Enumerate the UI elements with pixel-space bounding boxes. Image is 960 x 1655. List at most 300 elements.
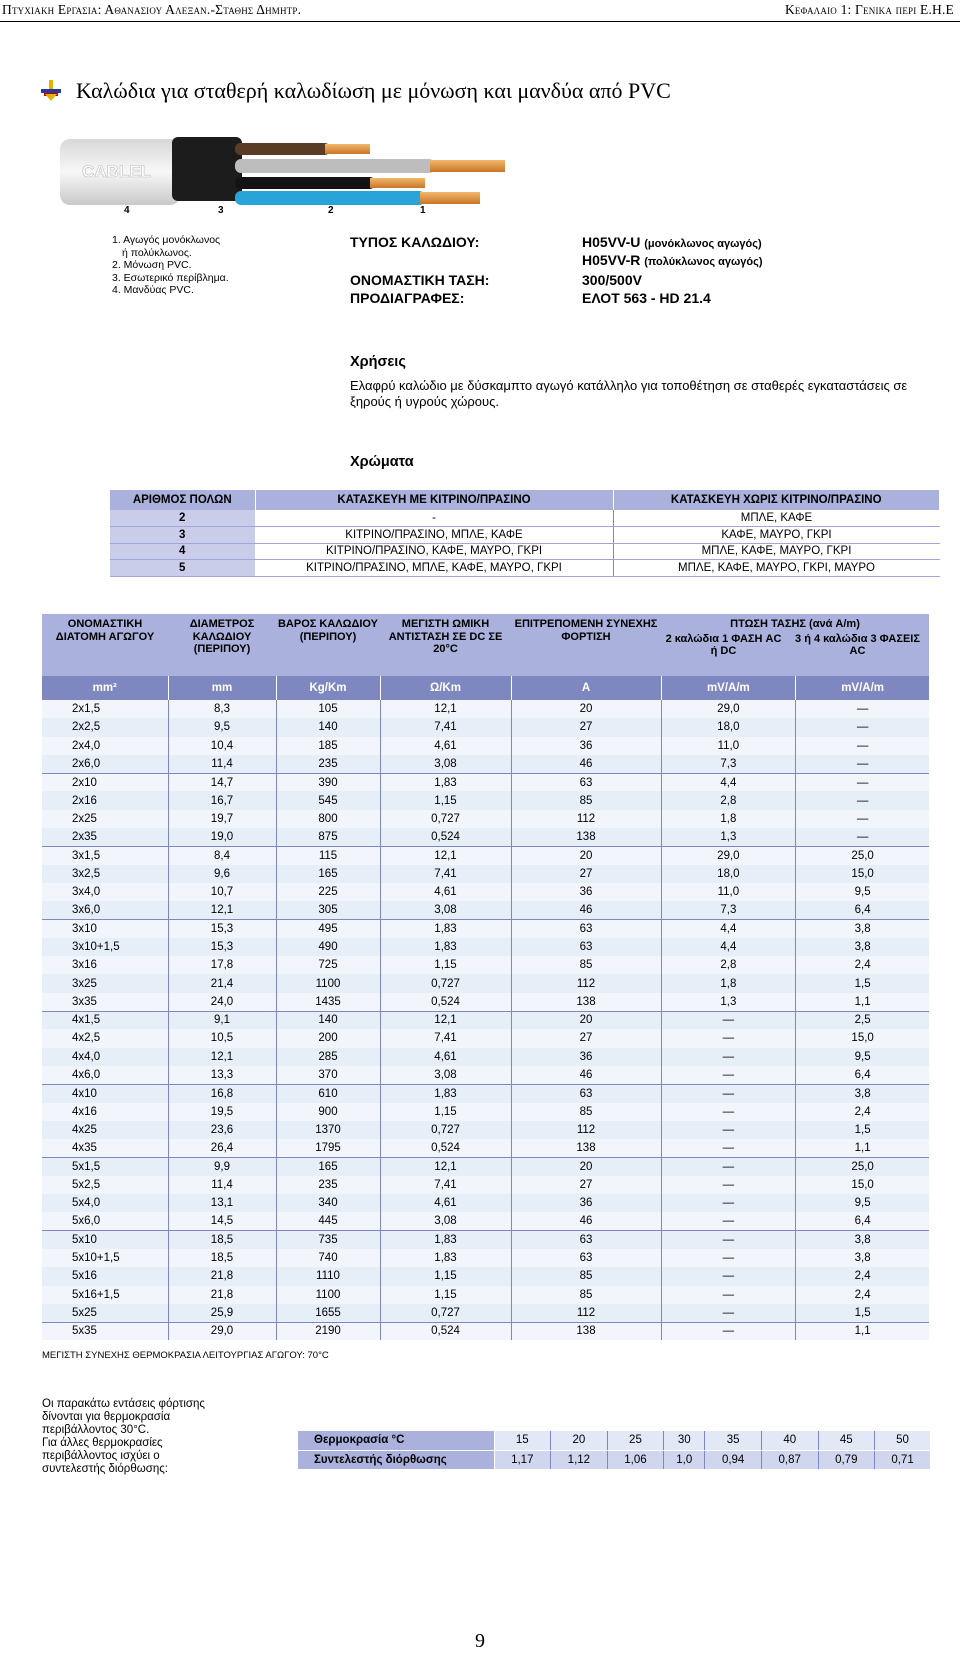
table-cell: 5x1,5 <box>42 1157 168 1175</box>
table-cell: 19,7 <box>168 810 276 828</box>
table-cell: 5x35 <box>42 1322 168 1340</box>
cable-photo <box>60 135 540 211</box>
table-cell: 112 <box>511 1304 661 1322</box>
table-cell: 11,4 <box>168 755 276 773</box>
part-number: 3 <box>218 205 224 216</box>
table-cell: 5x4,0 <box>42 1194 168 1212</box>
table-cell: 370 <box>276 1066 380 1084</box>
table-cell: 24,0 <box>168 993 276 1011</box>
colors-cell: ΚΙΤΡΙΝΟ/ΠΡΑΣΙΝΟ, ΜΠΛΕ, ΚΑΦΕ, ΜΑΥΡΟ, ΓΚΡΙ <box>255 560 613 577</box>
colors-heading: Χρώματα <box>350 454 414 470</box>
table-cell: 29,0 <box>661 700 796 718</box>
table-row <box>42 938 929 956</box>
table-cell: 235 <box>276 1176 380 1194</box>
table-cell: 46 <box>511 755 661 773</box>
table-cell: 19,5 <box>168 1103 276 1121</box>
table-cell: — <box>661 1157 796 1175</box>
table-cell: 18,0 <box>661 718 796 736</box>
table-cell: 4,61 <box>380 737 511 755</box>
table-cell: 12,1 <box>380 700 511 718</box>
table-row <box>42 1139 929 1157</box>
table-cell: 3,8 <box>796 1231 929 1249</box>
table-cell: 27 <box>511 718 661 736</box>
temp-cell: 25 <box>607 1431 664 1450</box>
table-cell: 16,7 <box>168 791 276 809</box>
section-title <box>40 78 671 104</box>
table-cell: 3,08 <box>380 1212 511 1230</box>
colors-cell: 2 <box>110 510 255 527</box>
factor-cell: 1,17 <box>494 1450 551 1469</box>
table-cell: 20 <box>511 846 661 864</box>
table-cell: 1,8 <box>661 974 796 992</box>
table-cell: 4x25 <box>42 1121 168 1139</box>
table-cell: 21,8 <box>168 1286 276 1304</box>
table-row <box>42 1084 929 1102</box>
table-cell: 285 <box>276 1048 380 1066</box>
table-cell: 18,0 <box>661 865 796 883</box>
table-cell: 9,9 <box>168 1157 276 1175</box>
table-cell: — <box>796 737 929 755</box>
table-cell: 8,4 <box>168 846 276 864</box>
table-cell: 390 <box>276 773 380 791</box>
correction-note <box>42 1398 282 1476</box>
table-row <box>42 901 929 919</box>
factor-cell: 0,71 <box>875 1450 930 1469</box>
table-cell: 610 <box>276 1084 380 1102</box>
table-cell: 4,4 <box>661 773 796 791</box>
table-cell: 1,83 <box>380 1084 511 1102</box>
table-cell: 6,4 <box>796 1066 929 1084</box>
table-cell: 9,1 <box>168 1011 276 1029</box>
table-cell: 0,727 <box>380 974 511 992</box>
max-temp-note: ΜΕΓΙΣΤΗ ΣΥΝΕΧΗΣ ΘΕΡΜΟΚΡΑΣΙΑ ΛΕΙΤΟΥΡΓΙΑΣ ΑΓΩΓΟΥ: 70°C <box>42 1350 329 1361</box>
temp-cell: 45 <box>818 1431 875 1450</box>
table-cell: 3x10+1,5 <box>42 938 168 956</box>
temp-cell: 15 <box>494 1431 551 1450</box>
temp-cell: 20 <box>551 1431 608 1450</box>
table-cell: 36 <box>511 883 661 901</box>
table-cell: 0,727 <box>380 810 511 828</box>
colors-row <box>110 510 940 527</box>
table-cell: 2,4 <box>796 1286 929 1304</box>
table-cell: 4x10 <box>42 1084 168 1102</box>
table-cell: 21,4 <box>168 974 276 992</box>
table-cell: 740 <box>276 1249 380 1267</box>
table-cell: 800 <box>276 810 380 828</box>
table-cell: 11,4 <box>168 1176 276 1194</box>
table-cell: — <box>661 1084 796 1102</box>
table-cell: 6,4 <box>796 901 929 919</box>
table-cell: 3x16 <box>42 956 168 974</box>
table-cell: 305 <box>276 901 380 919</box>
table-cell: 4x4,0 <box>42 1048 168 1066</box>
table-cell: 4,61 <box>380 1048 511 1066</box>
header-right: Κεφαλαιο 1: Γενικα περι Ε.Η.Ε <box>784 2 954 17</box>
table-row <box>42 810 929 828</box>
table-cell: 8,3 <box>168 700 276 718</box>
table-cell: 5x16+1,5 <box>42 1286 168 1304</box>
table-cell: 1,83 <box>380 773 511 791</box>
table-cell: 11,0 <box>661 883 796 901</box>
table-row <box>42 828 929 846</box>
table-cell: 1,15 <box>380 1286 511 1304</box>
table-cell: 20 <box>511 700 661 718</box>
table-row <box>42 700 929 718</box>
table-cell: 1,1 <box>796 1322 929 1340</box>
table-cell: 85 <box>511 791 661 809</box>
table-cell: — <box>796 773 929 791</box>
table-cell: 9,5 <box>168 718 276 736</box>
table-cell: 36 <box>511 1048 661 1066</box>
colors-col-header: ΚΑΤΑΣΚΕΥΗ ΧΩΡΙΣ ΚΙΤΡΙΝΟ/ΠΡΑΣΙΝΟ <box>613 490 940 510</box>
table-cell: 4x1,5 <box>42 1011 168 1029</box>
table-cell: 112 <box>511 810 661 828</box>
table-cell: 23,6 <box>168 1121 276 1139</box>
table-cell: — <box>661 1249 796 1267</box>
table-cell: 138 <box>511 1322 661 1340</box>
table-cell: 1,1 <box>796 1139 929 1157</box>
table-cell: 165 <box>276 1157 380 1175</box>
unit-header: A <box>511 676 661 700</box>
table-cell: — <box>661 1048 796 1066</box>
table-cell: — <box>661 1121 796 1139</box>
table-cell: 115 <box>276 846 380 864</box>
table-cell: 4,61 <box>380 1194 511 1212</box>
table-cell: 1,8 <box>661 810 796 828</box>
legend-line: 1. Αγωγός μονόκλωνος <box>112 234 221 246</box>
table-cell: 235 <box>276 755 380 773</box>
table-cell: 85 <box>511 1103 661 1121</box>
uses-text: Ελαφρύ καλώδιο με δύσκαμπτο αγωγό κατάλληλο για τοποθέτηση σε σταθερές εγκαταστάσεις σε ξηρούς ή υγρούς χώρους. <box>350 378 908 409</box>
table-row <box>42 1231 929 1249</box>
table-cell: — <box>661 1267 796 1285</box>
table-cell: 85 <box>511 1267 661 1285</box>
table-cell: 340 <box>276 1194 380 1212</box>
table-row <box>42 1267 929 1285</box>
table-cell: 63 <box>511 773 661 791</box>
table-cell: 10,7 <box>168 883 276 901</box>
table-cell: 3x35 <box>42 993 168 1011</box>
table-cell: — <box>796 791 929 809</box>
table-cell: 735 <box>276 1231 380 1249</box>
table-cell: 1,1 <box>796 993 929 1011</box>
table-cell: 3x6,0 <box>42 901 168 919</box>
table-cell: 7,3 <box>661 755 796 773</box>
table-cell: — <box>661 1066 796 1084</box>
table-cell: 3x25 <box>42 974 168 992</box>
table-row <box>42 1011 929 1029</box>
table-cell: 4,61 <box>380 883 511 901</box>
table-cell: 185 <box>276 737 380 755</box>
part-number: 4 <box>124 205 130 216</box>
table-cell: 3,8 <box>796 1084 929 1102</box>
table-cell: 1100 <box>276 974 380 992</box>
colors-row <box>110 560 940 577</box>
table-row <box>42 920 929 938</box>
spec-type-r: H05VV-R (πολύκλωνος αγωγός) <box>582 252 763 268</box>
table-cell: 18,5 <box>168 1231 276 1249</box>
table-row <box>42 1322 929 1340</box>
table-cell: 14,7 <box>168 773 276 791</box>
table-cell: 16,8 <box>168 1084 276 1102</box>
table-cell: 4,4 <box>661 920 796 938</box>
table-cell: 12,1 <box>168 901 276 919</box>
table-cell: 3x2,5 <box>42 865 168 883</box>
table-cell: 3,8 <box>796 920 929 938</box>
table-row <box>42 1194 929 1212</box>
table-cell: 900 <box>276 1103 380 1121</box>
colors-cell: ΚΙΤΡΙΝΟ/ΠΡΑΣΙΝΟ, ΚΑΦΕ, ΜΑΥΡΟ, ΓΚΡΙ <box>255 543 613 560</box>
table-cell: 36 <box>511 1194 661 1212</box>
spec-voltage-label: ΟΝΟΜΑΣΤΙΚΗ ΤΑΣΗ: <box>350 272 490 288</box>
uses-heading: Χρήσεις <box>350 354 406 370</box>
note-line: συντελεστής διόρθωσης: <box>42 1463 168 1475</box>
temp-cell: 30 <box>664 1431 705 1450</box>
table-cell: 545 <box>276 791 380 809</box>
col-diameter-header: ΔΙΑΜΕΤΡΟΣ ΚΑΛΩΔΙΟΥ (ΠΕΡΙΠΟΥ) <box>168 614 276 676</box>
table-cell: 25,0 <box>796 1157 929 1175</box>
colors-col-header: ΑΡΙΘΜΟΣ ΠΟΛΩΝ <box>110 490 255 510</box>
table-cell: — <box>661 1011 796 1029</box>
header-left: Πτυχιακη Εργασια: Αθανασιου Αλεξαν.-Σταθης Δημητρ. <box>2 2 302 17</box>
table-cell: 46 <box>511 1212 661 1230</box>
table-cell: — <box>661 1176 796 1194</box>
table-cell: 1,83 <box>380 938 511 956</box>
table-cell: — <box>661 1103 796 1121</box>
table-cell: 0,524 <box>380 828 511 846</box>
note-line: Για άλλες θερμοκρασίες <box>42 1437 163 1449</box>
table-cell: 1,83 <box>380 1249 511 1267</box>
legend-line: 3. Εσωτερικό περίβλημα. <box>112 271 229 284</box>
table-cell: 13,1 <box>168 1194 276 1212</box>
table-cell: — <box>661 1322 796 1340</box>
note-line: Οι παρακάτω εντάσεις φόρτισης <box>42 1398 205 1410</box>
table-row <box>42 1157 929 1175</box>
arrow-bullet-icon <box>40 80 62 102</box>
table-cell: 15,0 <box>796 1176 929 1194</box>
col-section-header: ΟΝΟΜΑΣΤΙΚΗ ΔΙΑΤΟΜΗ ΑΓΩΓΟΥ <box>42 614 168 676</box>
page-number: 9 <box>475 1630 485 1652</box>
colors-cell: ΜΠΛΕ, ΚΑΦΕ <box>613 510 940 527</box>
table-cell: 2,4 <box>796 956 929 974</box>
table-cell: 4x35 <box>42 1139 168 1157</box>
col-weight-header: ΒΑΡΟΣ ΚΑΛΩΔΙΟΥ (ΠΕΡΙΠΟΥ) <box>276 614 380 676</box>
table-cell: 0,727 <box>380 1121 511 1139</box>
table-cell: 7,3 <box>661 901 796 919</box>
unit-header: mV/A/m <box>661 676 796 700</box>
table-cell: 46 <box>511 1066 661 1084</box>
table-cell: 1,5 <box>796 974 929 992</box>
cable-data-table <box>42 614 929 1340</box>
table-cell: 0,524 <box>380 993 511 1011</box>
table-row <box>42 1029 929 1047</box>
table-cell: 1,15 <box>380 1267 511 1285</box>
table-cell: — <box>661 1231 796 1249</box>
colors-cell: 4 <box>110 543 255 560</box>
drop-2wire-header: 2 καλώδια 1 ΦΑΣΗ AC ή DC <box>665 632 782 657</box>
table-cell: 63 <box>511 1249 661 1267</box>
table-row <box>42 846 929 864</box>
table-cell: 1370 <box>276 1121 380 1139</box>
table-cell: 1,15 <box>380 956 511 974</box>
table-cell: 140 <box>276 1011 380 1029</box>
table-cell: 20 <box>511 1011 661 1029</box>
table-cell: — <box>796 828 929 846</box>
factor-cell: 0,87 <box>761 1450 818 1469</box>
table-cell: 1,5 <box>796 1304 929 1322</box>
unit-header: mm² <box>42 676 168 700</box>
col-drop-header <box>661 614 929 676</box>
table-cell: 140 <box>276 718 380 736</box>
table-cell: 3,08 <box>380 755 511 773</box>
table-row <box>42 718 929 736</box>
colors-cell: ΜΠΛΕ, ΚΑΦΕ, ΜΑΥΡΟ, ΓΚΡΙ, ΜΑΥΡΟ <box>613 560 940 577</box>
table-row <box>42 1176 929 1194</box>
table-cell: 85 <box>511 1286 661 1304</box>
table-cell: 200 <box>276 1029 380 1047</box>
table-row <box>42 791 929 809</box>
title-text: Καλώδια για σταθερή καλωδίωση με μόνωση και μανδύα από PVC <box>76 78 671 103</box>
factor-label: Συντελεστής διόρθωσης <box>298 1450 494 1469</box>
legend-line: ή πολύκλωνος. <box>122 246 192 259</box>
table-cell: — <box>661 1029 796 1047</box>
table-cell: 15,3 <box>168 920 276 938</box>
table-cell: 138 <box>511 993 661 1011</box>
table-row <box>42 993 929 1011</box>
table-cell: 2,8 <box>661 791 796 809</box>
factor-cell: 1,12 <box>551 1450 608 1469</box>
table-row <box>42 956 929 974</box>
table-cell: 1110 <box>276 1267 380 1285</box>
table-cell: 10,5 <box>168 1029 276 1047</box>
spec-type-label: ΤΥΠΟΣ ΚΑΛΩΔΙΟΥ: <box>350 234 480 250</box>
colors-cell: - <box>255 510 613 527</box>
table-cell: 2x6,0 <box>42 755 168 773</box>
table-row <box>42 755 929 773</box>
note-line: περιβάλλοντος 30°C. <box>42 1424 150 1436</box>
table-cell: 1,3 <box>661 828 796 846</box>
table-cell: 0,524 <box>380 1322 511 1340</box>
table-row <box>42 865 929 883</box>
unit-header: Kg/Km <box>276 676 380 700</box>
table-cell: 18,5 <box>168 1249 276 1267</box>
table-cell: 875 <box>276 828 380 846</box>
col-current-header: ΕΠΙΤΡΕΠΟΜΕΝΗ ΣΥΝΕΧΗΣ ΦΟΡΤΙΣΗ <box>511 614 661 676</box>
colors-col-header: ΚΑΤΑΣΚΕΥΗ ΜΕ ΚΙΤΡΙΝΟ/ΠΡΑΣΙΝΟ <box>255 490 613 510</box>
table-cell: 63 <box>511 1084 661 1102</box>
table-cell: 0,727 <box>380 1304 511 1322</box>
factor-cell: 0,94 <box>705 1450 762 1469</box>
table-cell: 9,6 <box>168 865 276 883</box>
table-cell: 7,41 <box>380 1176 511 1194</box>
table-cell: 2x2,5 <box>42 718 168 736</box>
table-cell: 7,41 <box>380 1029 511 1047</box>
table-cell: — <box>796 718 929 736</box>
table-cell: 26,4 <box>168 1139 276 1157</box>
table-cell: 11,0 <box>661 737 796 755</box>
temp-label: Θερμοκρασία °C <box>298 1431 494 1450</box>
spec-voltage-value: 300/500V <box>582 272 642 288</box>
table-cell: — <box>661 1194 796 1212</box>
colors-cell: ΚΑΦΕ, ΜΑΥΡΟ, ΓΚΡΙ <box>613 527 940 544</box>
table-row <box>42 737 929 755</box>
table-cell: 9,5 <box>796 1048 929 1066</box>
table-cell: 2x16 <box>42 791 168 809</box>
table-cell: 1100 <box>276 1286 380 1304</box>
correction-table <box>298 1431 930 1469</box>
page-header <box>0 0 960 22</box>
temp-cell: 40 <box>761 1431 818 1450</box>
table-cell: 165 <box>276 865 380 883</box>
table-cell: — <box>661 1304 796 1322</box>
table-cell: 36 <box>511 737 661 755</box>
table-cell: 105 <box>276 700 380 718</box>
table-cell: 1,3 <box>661 993 796 1011</box>
table-cell: — <box>796 810 929 828</box>
table-cell: 15,3 <box>168 938 276 956</box>
table-cell: 5x16 <box>42 1267 168 1285</box>
table-cell: 138 <box>511 828 661 846</box>
table-cell: 27 <box>511 1176 661 1194</box>
table-cell: 495 <box>276 920 380 938</box>
table-cell: 112 <box>511 974 661 992</box>
table-cell: 4x6,0 <box>42 1066 168 1084</box>
table-cell: 112 <box>511 1121 661 1139</box>
table-cell: 12,1 <box>168 1048 276 1066</box>
table-cell: 7,41 <box>380 718 511 736</box>
table-cell: 2,5 <box>796 1011 929 1029</box>
cable-brand: CABLEL <box>82 162 151 181</box>
table-cell: 2,4 <box>796 1267 929 1285</box>
table-cell: 138 <box>511 1139 661 1157</box>
table-cell: 5x25 <box>42 1304 168 1322</box>
table-cell: 12,1 <box>380 1157 511 1175</box>
table-cell: 21,8 <box>168 1267 276 1285</box>
table-cell: 17,8 <box>168 956 276 974</box>
table-cell: 27 <box>511 865 661 883</box>
legend-line: 2. Μόνωση PVC. <box>112 259 192 271</box>
table-cell: 29,0 <box>168 1322 276 1340</box>
table-cell: 2x10 <box>42 773 168 791</box>
table-cell: 4,4 <box>661 938 796 956</box>
table-row <box>42 1212 929 1230</box>
table-row <box>42 773 929 791</box>
table-cell: 63 <box>511 920 661 938</box>
table-cell: 7,41 <box>380 865 511 883</box>
table-cell: — <box>796 755 929 773</box>
table-row <box>42 1249 929 1267</box>
table-row <box>42 974 929 992</box>
table-cell: 1795 <box>276 1139 380 1157</box>
table-row <box>42 1066 929 1084</box>
table-cell: 2x35 <box>42 828 168 846</box>
table-cell: 15,0 <box>796 865 929 883</box>
colors-row <box>110 527 940 544</box>
table-cell: 9,5 <box>796 883 929 901</box>
table-cell: 5x10+1,5 <box>42 1249 168 1267</box>
table-cell: 25,9 <box>168 1304 276 1322</box>
note-line: δίνονται για θερμοκρασία <box>42 1411 171 1423</box>
table-cell: 725 <box>276 956 380 974</box>
table-cell: 25,0 <box>796 846 929 864</box>
table-cell: 85 <box>511 956 661 974</box>
temp-cell: 50 <box>875 1431 930 1450</box>
unit-header: Ω/Km <box>380 676 511 700</box>
table-cell: 1,83 <box>380 920 511 938</box>
table-cell: 12,1 <box>380 1011 511 1029</box>
factor-cell: 0,79 <box>818 1450 875 1469</box>
table-row <box>42 1304 929 1322</box>
